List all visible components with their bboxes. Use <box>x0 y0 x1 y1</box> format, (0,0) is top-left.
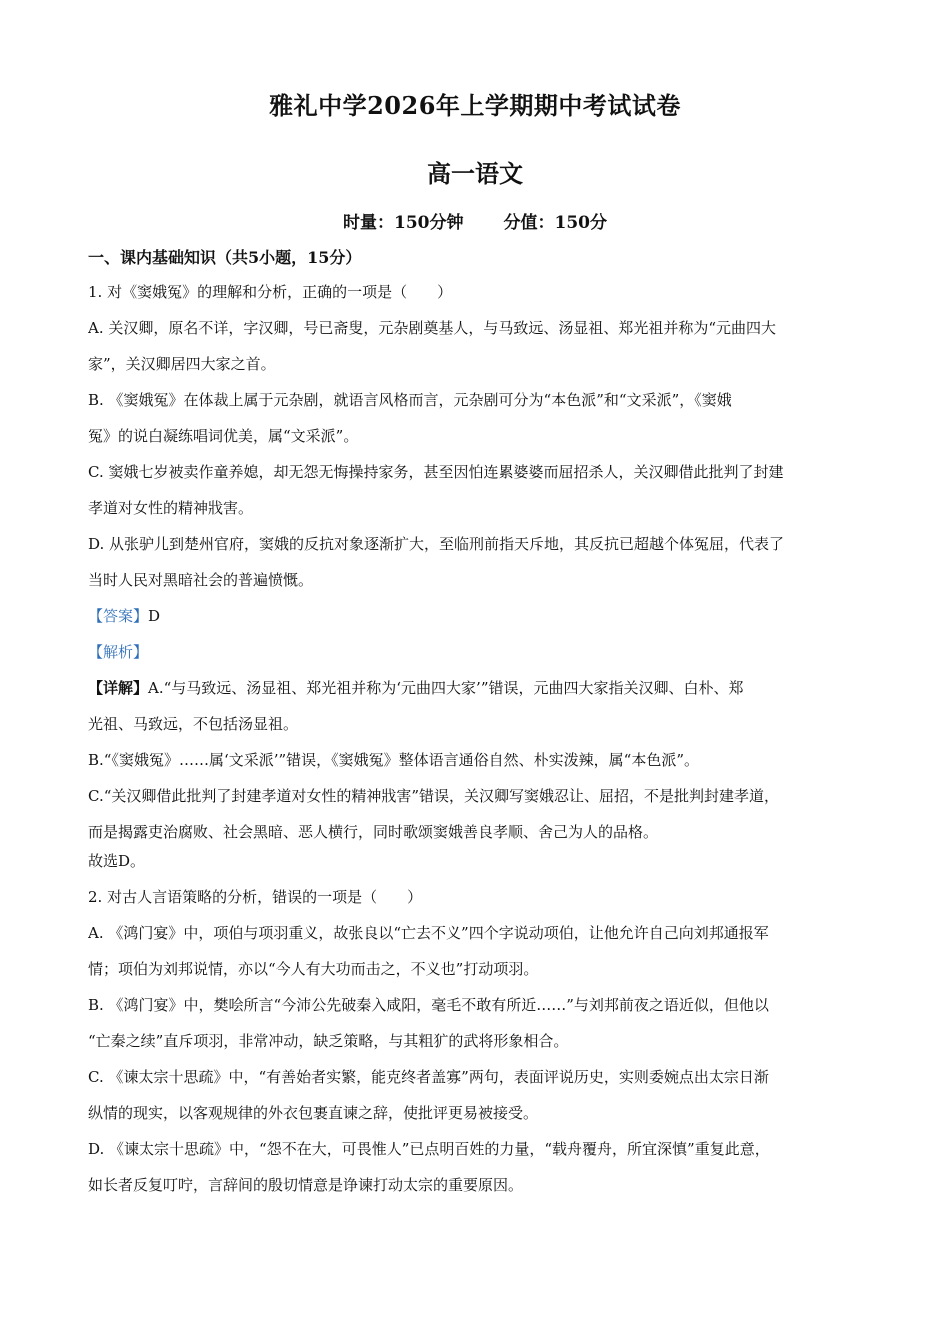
subject-title: 高一语文 <box>427 159 523 188</box>
detail-tag: 【详解】 <box>88 679 149 697</box>
answer-tag: 【答案】 <box>88 607 149 625</box>
question-2-option-a-line1: A. 《鸿门宴》中，项伯与项羽重义，故张良以“亡去不义”四个字说动项伯，让他允许自己向刘邦通报军 <box>88 924 769 942</box>
question-2-option-b-line1: B. 《鸿门宴》中，樊哙所言“今沛公先破秦入咸阳，毫毛不敢有所近……”与刘邦前夜之语近似，但他以 <box>88 996 769 1014</box>
detail-line-2: 光祖、马致远，不包括汤显祖。 <box>88 715 299 733</box>
question-1-option-c-line2: 孝道对女性的精神戕害。 <box>88 499 254 517</box>
exam-title: 雅礼中学2026年上学期期中考试试卷 <box>269 91 681 120</box>
question-2-option-d-line2: 如长者反复叮咛，言辞间的殷切情意是诤谏打动太宗的重要原因。 <box>88 1176 524 1194</box>
detail-line-4: C.“关汉卿借此批判了封建孝道对女性的精神戕害”错误，关汉卿写窦娥忍让、屈招，不是批判封建孝道， <box>88 787 780 805</box>
score-label: 分值：150分 <box>503 213 607 233</box>
detail-line-5: 而是揭露吏治腐败、社会黑暗、恶人横行，同时歌颂窦娥善良孝顺、舍己为人的品格。 <box>88 823 659 841</box>
question-2-option-d-line1: D. 《谏太宗十思疏》中，“怨不在大，可畏惟人”已点明百姓的力量，“载舟覆舟，所宜深慎”重复此意， <box>88 1140 770 1158</box>
detail-line-3: B.“《窦娥冤》……属‘文采派’”错误，《窦娥冤》整体语言通俗自然、朴实泼辣，属“本色派”。 <box>88 751 700 769</box>
question-2-option-c-line1: C. 《谏太宗十思疏》中，“有善始者实繁，能克终者盖寡”两句，表面评说历史，实则委婉点出太宗日渐 <box>88 1068 769 1086</box>
question-2-option-a-line2: 情；项伯为刘邦说情，亦以“今人有大功而击之，不义也”打动项羽。 <box>88 960 539 978</box>
question-1-option-d-line2: 当时人民对黑暗社会的普遍愤慨。 <box>88 571 314 589</box>
question-1-option-a-line1: A. 关汉卿，原名不详，字汉卿，号已斋叟，元杂剧奠基人，与马致远、汤显祖、郑光祖并称为“元曲四大 <box>88 319 777 337</box>
question-1-stem: 1. 对《窦娥冤》的理解和分析，正确的一项是（ ） <box>88 283 453 301</box>
exam-content <box>88 248 864 1211</box>
conclusion-line: 故选D。 <box>88 852 146 870</box>
question-1-option-d-line1: D. 从张驴儿到楚州官府，窦娥的反抗对象逐渐扩大，至临刑前指天斥地，其反抗已超越个体冤屈，代表了 <box>88 535 785 553</box>
detail-line-1 <box>88 678 864 714</box>
question-1-option-c-line1: C. 窦娥七岁被卖作童养媳，却无怨无悔操持家务，甚至因怕连累婆婆而屈招杀人，关汉卿借此批判了封建 <box>88 463 784 481</box>
question-2-stem: 2. 对古人言语策略的分析，错误的一项是（ ） <box>88 888 423 906</box>
question-2-option-c-line2: 纵情的现实，以客观规律的外衣包裹直谏之辞，使批评更易被接受。 <box>88 1104 539 1122</box>
exam-meta <box>0 208 950 233</box>
question-1-option-a-line2: 家”，关汉卿居四大家之首。 <box>88 355 276 373</box>
question-1-option-b-line1: B. 《窦娥冤》在体裁上属于元杂剧，就语言风格而言，元杂剧可分为“本色派”和“文采派”，《窦娥 <box>88 391 732 409</box>
detail-text-1: A.“与马致远、汤显祖、郑光祖并称为‘元曲四大家’”错误，元曲四大家指关汉卿、白朴、郑 <box>148 679 744 697</box>
question-2-option-b-line2: “亡秦之续”直斥项羽，非常冲动，缺乏策略，与其粗犷的武将形象相合。 <box>88 1032 569 1050</box>
answer-value: D <box>148 607 161 625</box>
question-1-option-b-line2: 冤》的说白凝练唱词优美，属“文采派”。 <box>88 427 359 445</box>
analysis-tag: 【解析】 <box>88 643 149 661</box>
section-heading: 一、课内基础知识（共5小题，15分） <box>88 248 362 267</box>
answer-line <box>88 606 864 642</box>
time-label: 时量：150分钟 <box>343 213 464 233</box>
